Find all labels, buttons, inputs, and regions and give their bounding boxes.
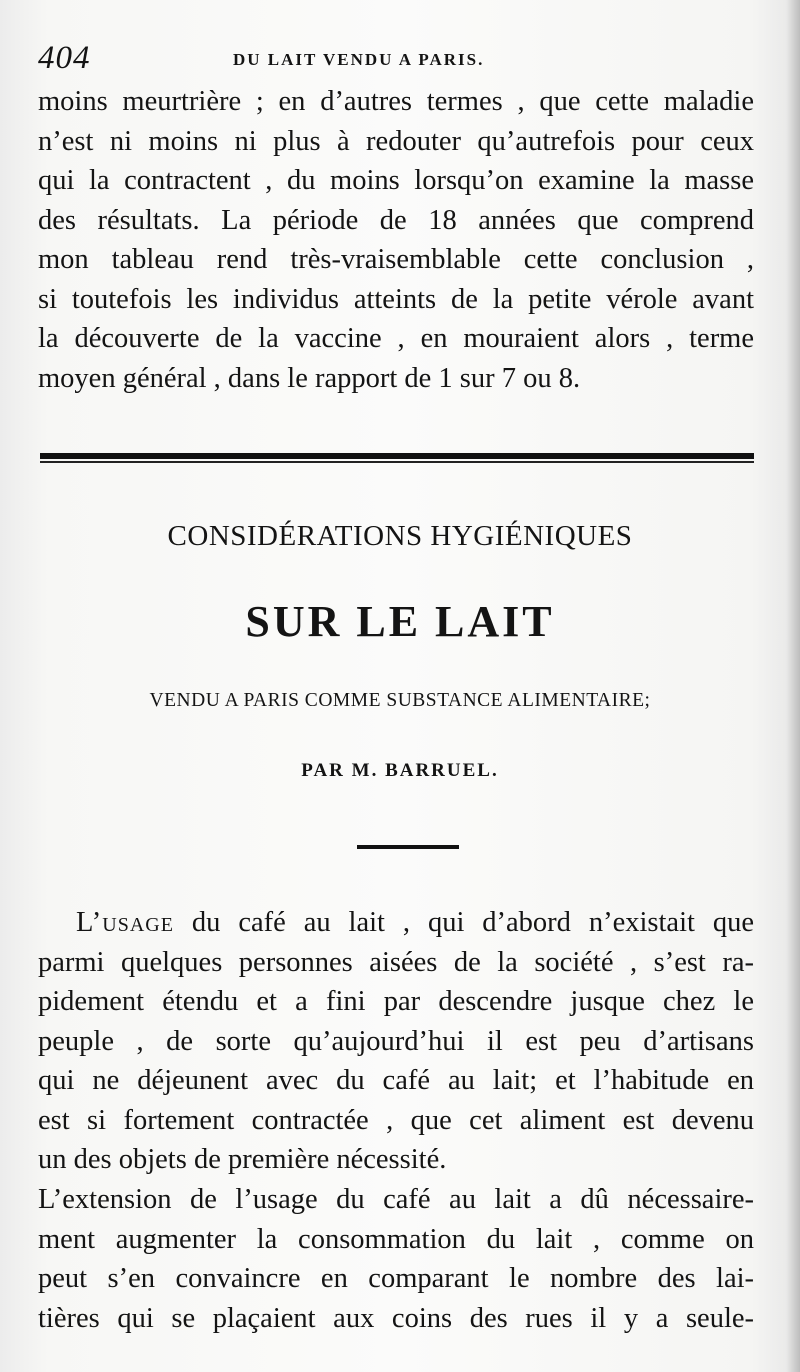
text-line: L’extension de l’usage du café au lait a dû nécessaire- xyxy=(38,1184,754,1215)
page-header xyxy=(38,40,758,84)
text-line: parmi quelques personnes aisées de la société , s’est ra- xyxy=(38,946,754,978)
running-head: DU LAIT VENDU A PARIS. xyxy=(233,50,485,69)
text-line: est si fortement contractée , que cet aliment est devenu xyxy=(38,1104,754,1136)
title-divider-rule xyxy=(357,845,459,849)
lead-line-rest: du café au lait , qui d’abord n’existait que xyxy=(173,907,754,938)
text-line: moins meurtrière ; en d’autres termes , que cette maladie xyxy=(38,86,754,117)
text-line: ment augmenter la consommation du lait , comme on xyxy=(38,1223,754,1255)
article-author: PAR M. BARRUEL. xyxy=(301,760,499,781)
text-line: moyen général , dans le rapport de 1 sur 7 ou 8. xyxy=(38,362,581,394)
lead-word: L’usage xyxy=(76,907,174,938)
text-line: peut s’en convaincre en comparant le nombre des lai- xyxy=(38,1263,754,1294)
text-line: pidement étendu et a fini par descendre jusque chez le xyxy=(38,986,754,1017)
text-line: un des objets de première nécessité. xyxy=(38,1144,447,1175)
section-divider-rule xyxy=(40,453,754,459)
text-line: n’est ni moins ni plus à redouter qu’autrefois pour ceux xyxy=(38,125,754,157)
text-line: qui la contractent , du moins lorsqu’on examine la masse xyxy=(38,165,754,196)
text-line: la découverte de la vaccine , en mouraient alors , terme xyxy=(38,323,754,354)
previous-article-text xyxy=(38,82,754,398)
text-line: des résultats. La période de 18 années que comprend xyxy=(38,204,754,236)
text-line: qui ne déjeunent avec du café au lait; et l’habitude en xyxy=(38,1065,754,1096)
text-line: tières qui se plaçaient aux coins des rues il y a seule- xyxy=(38,1302,754,1334)
article-paragraph-2 xyxy=(38,1180,754,1338)
article-subtitle: VENDU A PARIS COMME SUBSTANCE ALIMENTAIRE; xyxy=(149,690,651,711)
text-line: peuple , de sorte qu’aujourd’hui il est peu d’artisans xyxy=(38,1025,754,1057)
article-title: SUR LE LAIT xyxy=(245,597,555,646)
text-line: si toutefois les individus atteints de la petite vérole avant xyxy=(38,283,754,315)
page-edge-shadow xyxy=(786,0,800,1372)
text-line: mon tableau rend très-vraisemblable cette conclusion , xyxy=(38,244,754,275)
article-paragraph-1 xyxy=(38,903,754,1180)
text-line xyxy=(38,903,754,943)
section-heading: CONSIDÉRATIONS HYGIÉNIQUES xyxy=(167,520,633,552)
page-number: 404 xyxy=(38,40,91,76)
